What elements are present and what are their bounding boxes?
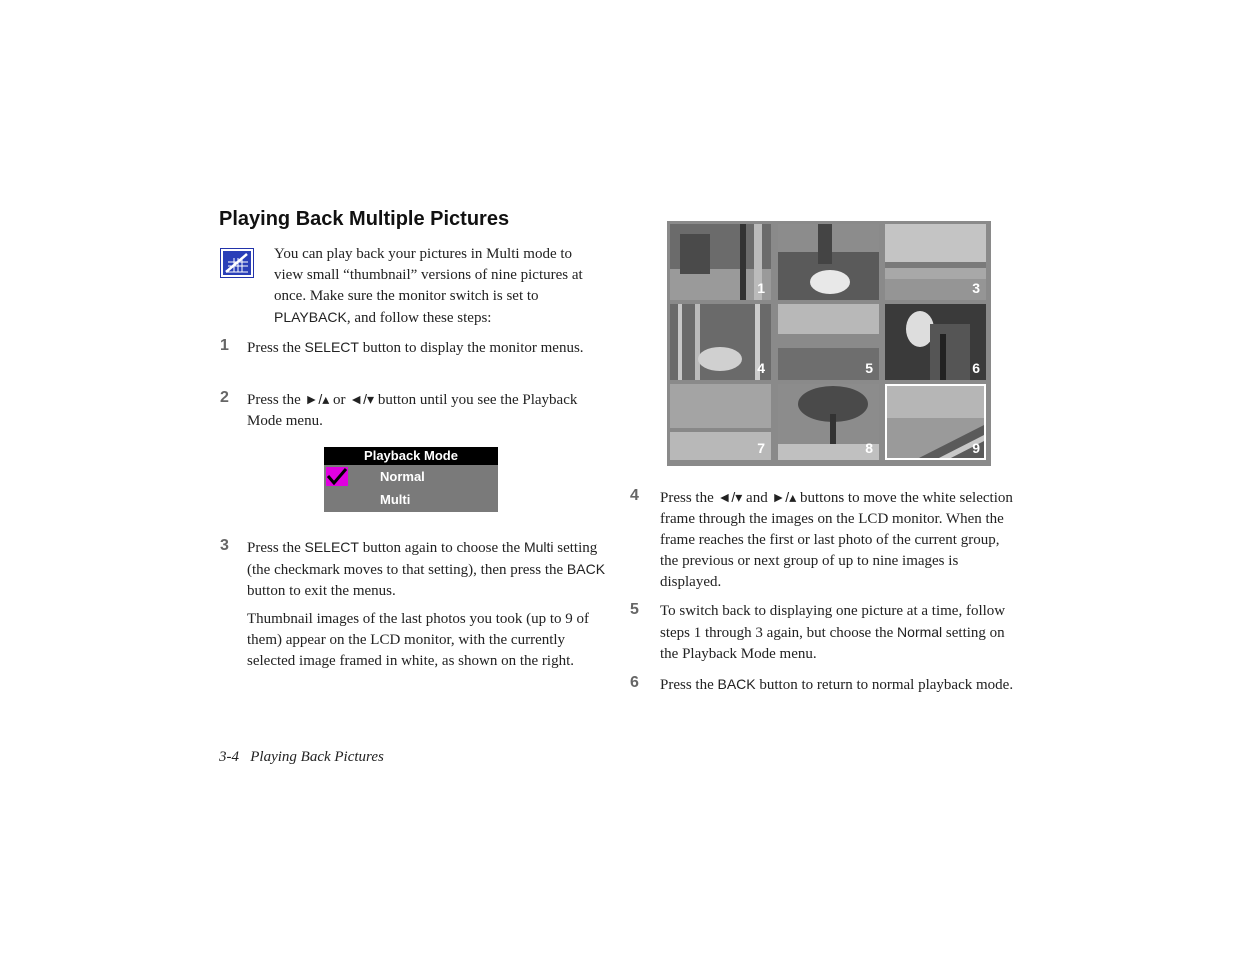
thumbnail-3: 3 — [885, 224, 986, 300]
thumbnail-7: 7 — [670, 384, 771, 460]
step-number: 2 — [220, 389, 229, 406]
step-3-text: Press the SELECT button again to choose the Multi setting (the checkmark moves to that setting), then press the BACK button to exit the menus. — [247, 539, 606, 599]
page-footer: 3-4 Playing Back Pictures — [219, 749, 384, 765]
select-button-label: SELECT — [304, 339, 359, 355]
step-number: 6 — [630, 674, 639, 691]
menu-title: Playback Mode — [324, 447, 498, 465]
step-number: 3 — [220, 537, 229, 554]
thumbnail-6: 6 — [885, 304, 986, 380]
menu-item-multi: Multi — [380, 492, 411, 507]
playback-switch-label: PLAYBACK — [274, 309, 347, 325]
back-button-label: BACK — [717, 676, 756, 692]
right-up-arrow-icon: ►/▴ — [771, 489, 797, 505]
thumbnail-8: 8 — [778, 384, 879, 460]
playback-mode-menu — [324, 447, 498, 512]
right-up-arrow-icon: ►/▴ — [304, 391, 330, 407]
thumbnail-5: 5 — [778, 304, 879, 380]
left-down-arrow-icon: ◄/▾ — [717, 489, 743, 505]
step-2-text: Press the ►/▴ or ◄/▾ button until you see the Playback Mode menu. — [247, 391, 578, 429]
step-1-text: Press the SELECT button to display the monitor menus. — [247, 339, 584, 356]
thumbnail-4: 4 — [670, 304, 771, 380]
thumbnail-2 — [778, 224, 879, 300]
step-4-text: Press the ◄/▾ and ►/▴ buttons to move the white selection frame through the images on the LCD monitor. When the frame reaches the first or last photo of the current group, the previous or next group of up to nine images is displayed. — [660, 489, 1013, 590]
step-number: 5 — [630, 601, 639, 618]
step-number: 1 — [220, 337, 229, 354]
select-button-label: SELECT — [304, 539, 359, 555]
intro-paragraph: You can play back your pictures in Multi mode to view small “thumbnail” versions of nine pictures at once. Make sure the monitor switch is set to PLAYBACK, and follow these steps: — [274, 246, 583, 326]
thumbnail-1: 1 — [670, 224, 771, 300]
normal-setting-label: Normal — [897, 624, 943, 640]
step-5-text: To switch back to displaying one picture at a time, follow steps 1 through 3 again, but choose the Normal setting on the Playback Mode menu. — [660, 603, 1006, 662]
thumbnail-grid — [667, 221, 991, 466]
step-6-text: Press the BACK button to return to normal playback mode. — [660, 676, 1014, 693]
step-3-note: Thumbnail images of the last photos you took (up to 9 of them) appear on the LCD monitor, with the currently selected image framed in white, as shown on the right. — [247, 611, 590, 669]
thumbnail-9-selected: 9 — [885, 384, 986, 460]
multi-setting-label: Multi — [523, 539, 554, 555]
page-title: Playing Back Multiple Pictures — [219, 208, 510, 230]
checkmark-icon — [326, 467, 348, 486]
note-pencil-icon — [220, 248, 254, 278]
left-down-arrow-icon: ◄/▾ — [349, 391, 375, 407]
step-number: 4 — [630, 487, 639, 504]
back-button-label: BACK — [566, 561, 606, 577]
menu-item-normal: Normal — [324, 465, 498, 488]
